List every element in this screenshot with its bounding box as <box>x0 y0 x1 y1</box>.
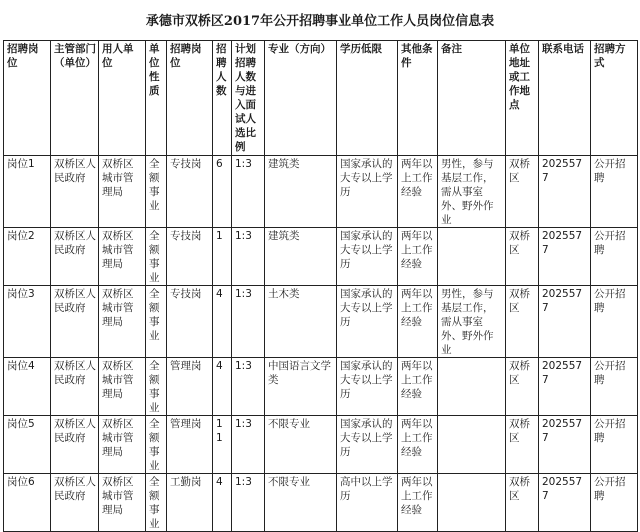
table-row <box>4 358 638 416</box>
table-cell: 公开招聘 <box>591 474 638 532</box>
table-cell: 岗位5 <box>4 416 51 474</box>
header-cell: 其他条件 <box>398 41 438 156</box>
table-cell: 全额事业 <box>146 358 167 416</box>
table-cell: 全额事业 <box>146 474 167 532</box>
table-cell: 2025577 <box>539 228 591 286</box>
table-cell: 4 <box>213 474 232 532</box>
table-cell: 双桥区人民政府 <box>51 228 99 286</box>
table-cell: 2025577 <box>539 474 591 532</box>
table-row <box>4 416 638 474</box>
table-cell: 4 <box>213 358 232 416</box>
header-cell: 专业（方向） <box>265 41 337 156</box>
header-cell: 招聘岗位 <box>4 41 51 156</box>
table-cell: 专技岗 <box>167 286 213 358</box>
table-cell: 1:3 <box>232 156 265 228</box>
header-row <box>4 41 638 156</box>
table-cell: 两年以上工作经验 <box>398 358 438 416</box>
table-cell: 1 <box>213 228 232 286</box>
document-title: 承德市双桥区2017年公开招聘事业单位工作人员岗位信息表 <box>145 14 495 29</box>
table-cell: 工勤岗 <box>167 474 213 532</box>
table-cell: 两年以上工作经验 <box>398 156 438 228</box>
table-cell: 两年以上工作经验 <box>398 286 438 358</box>
table-cell: 1:3 <box>232 286 265 358</box>
header-cell: 招聘人数 <box>213 41 232 156</box>
table-cell: 管理岗 <box>167 416 213 474</box>
table-cell: 双桥区城市管理局 <box>99 474 146 532</box>
table-cell: 两年以上工作经验 <box>398 474 438 532</box>
table-cell: 全额事业 <box>146 286 167 358</box>
table-cell: 土木类 <box>265 286 337 358</box>
table-cell: 建筑类 <box>265 156 337 228</box>
table-cell: 岗位2 <box>4 228 51 286</box>
table-cell: 国家承认的大专以上学历 <box>337 358 398 416</box>
table-row <box>4 286 638 358</box>
table-cell: 不限专业 <box>265 416 337 474</box>
table-cell: 中国语言文学类 <box>265 358 337 416</box>
table-cell <box>438 416 506 474</box>
table-cell: 双桥区城市管理局 <box>99 358 146 416</box>
table-cell: 1:3 <box>232 416 265 474</box>
header-cell: 招聘方式 <box>591 41 638 156</box>
header-cell: 单位地址或工作地点 <box>506 41 539 156</box>
table-cell <box>438 228 506 286</box>
table-cell: 双桥区 <box>506 156 539 228</box>
header-cell: 备注 <box>438 41 506 156</box>
table-cell: 双桥区 <box>506 416 539 474</box>
header-cell: 招聘岗位 <box>167 41 213 156</box>
table-cell: 1:3 <box>232 474 265 532</box>
table-cell: 岗位4 <box>4 358 51 416</box>
table-cell: 专技岗 <box>167 228 213 286</box>
table-cell: 6 <box>213 156 232 228</box>
table-cell: 双桥区人民政府 <box>51 474 99 532</box>
table-cell: 岗位1 <box>4 156 51 228</box>
header-cell: 单位性质 <box>146 41 167 156</box>
table-cell: 4 <box>213 286 232 358</box>
table-cell: 公开招聘 <box>591 228 638 286</box>
header-cell: 学历低限 <box>337 41 398 156</box>
header-cell: 计划招聘人数与进入面试人选比例 <box>232 41 265 156</box>
table-cell: 男性，参与基层工作，需从事室外、野外作业 <box>438 156 506 228</box>
table-cell: 专技岗 <box>167 156 213 228</box>
table-cell: 国家承认的大专以上学历 <box>337 286 398 358</box>
table-cell: 男性，参与基层工作，需从事室外、野外作业 <box>438 286 506 358</box>
table-cell: 两年以上工作经验 <box>398 416 438 474</box>
table-cell: 公开招聘 <box>591 286 638 358</box>
recruitment-table <box>3 40 638 532</box>
table-cell: 双桥区人民政府 <box>51 416 99 474</box>
table-cell: 2025577 <box>539 358 591 416</box>
table-cell: 全额事业 <box>146 228 167 286</box>
header-cell: 联系电话 <box>539 41 591 156</box>
table-cell: 2025577 <box>539 156 591 228</box>
table-row <box>4 228 638 286</box>
table-cell: 双桥区人民政府 <box>51 286 99 358</box>
table-cell: 岗位6 <box>4 474 51 532</box>
table-cell: 公开招聘 <box>591 156 638 228</box>
table-cell: 两年以上工作经验 <box>398 228 438 286</box>
table-cell: 11 <box>213 416 232 474</box>
table-cell: 岗位3 <box>4 286 51 358</box>
table-cell: 双桥区城市管理局 <box>99 286 146 358</box>
table-cell: 双桥区 <box>506 286 539 358</box>
table-cell: 双桥区人民政府 <box>51 156 99 228</box>
table-cell <box>438 358 506 416</box>
table-cell: 1:3 <box>232 358 265 416</box>
table-cell: 2025577 <box>539 416 591 474</box>
table-cell: 全额事业 <box>146 416 167 474</box>
header-cell: 用人单位 <box>99 41 146 156</box>
table-cell: 建筑类 <box>265 228 337 286</box>
table-cell: 双桥区 <box>506 474 539 532</box>
table-cell: 双桥区城市管理局 <box>99 156 146 228</box>
header-cell: 主管部门（单位） <box>51 41 99 156</box>
table-cell: 高中以上学历 <box>337 474 398 532</box>
table-cell: 国家承认的大专以上学历 <box>337 228 398 286</box>
table-cell: 国家承认的大专以上学历 <box>337 416 398 474</box>
table-cell: 双桥区 <box>506 358 539 416</box>
table-cell: 国家承认的大专以上学历 <box>337 156 398 228</box>
table-cell: 双桥区 <box>506 228 539 286</box>
table-row <box>4 156 638 228</box>
table-cell: 公开招聘 <box>591 416 638 474</box>
table-cell: 双桥区人民政府 <box>51 358 99 416</box>
table-cell: 双桥区城市管理局 <box>99 416 146 474</box>
table-cell: 管理岗 <box>167 358 213 416</box>
table-cell: 2025577 <box>539 286 591 358</box>
table-cell: 1:3 <box>232 228 265 286</box>
table-cell: 公开招聘 <box>591 358 638 416</box>
table-cell: 不限专业 <box>265 474 337 532</box>
table-cell: 全额事业 <box>146 156 167 228</box>
table-cell: 双桥区城市管理局 <box>99 228 146 286</box>
